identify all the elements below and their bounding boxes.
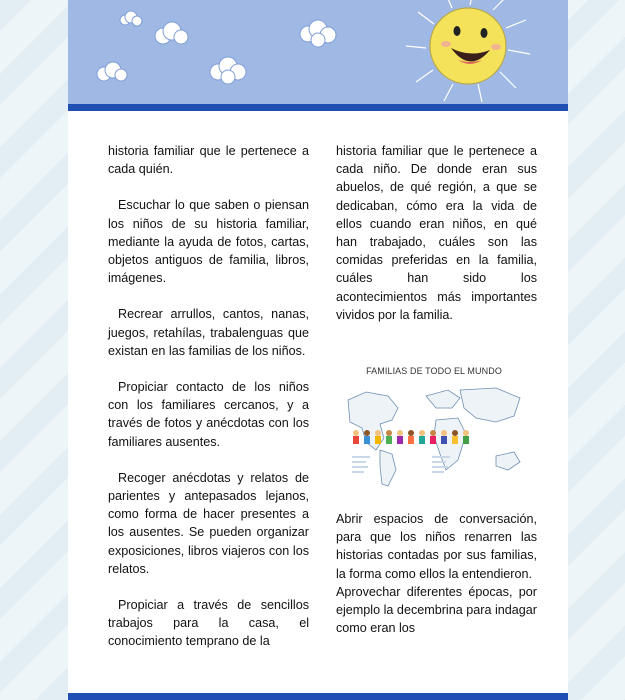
families-world-figure bbox=[336, 338, 532, 498]
world-map-illustration bbox=[336, 338, 532, 498]
cloud-group bbox=[97, 11, 336, 84]
figure-title: FAMILIAS DE TODO EL MUNDO bbox=[366, 366, 502, 377]
paragraph: historia familiar que le pertenece a cada quién. bbox=[108, 144, 309, 177]
paragraph: Abrir espacios de conversación, para que los niños renarren las historias contadas por sus familias, la forma como ellos la entendieron. bbox=[336, 512, 537, 581]
paragraph: Propiciar contacto de los niños con los familiares cercanos, y a través de fotos y anécdotas con los familiares ausentes. bbox=[108, 380, 309, 449]
paragraph: historia familiar que le pertenece a cada niño. De donde eran sus abuelos, de qué región, a que se dedicaban, cómo era la vida de ellos cuando eran niños, en qué han trabajado, cuáles son las comidas preferidas en la familia, cuáles han sido los acontecimientos más importantes vividos por la familia. bbox=[336, 144, 537, 322]
paragraph: Aprovechar diferentes épocas, por ejemplo la decembrina para indagar como eran los bbox=[336, 584, 537, 636]
right-column bbox=[336, 142, 537, 637]
sun-icon bbox=[430, 8, 506, 84]
cloud-icon bbox=[155, 22, 188, 44]
sky-illustration bbox=[68, 0, 568, 104]
footer-divider bbox=[68, 693, 568, 700]
left-column bbox=[108, 142, 309, 651]
cloud-icon bbox=[300, 20, 336, 47]
cloud-icon bbox=[210, 57, 246, 84]
paragraph: Recrear arrullos, cantos, nanas, juegos, retahílas, trabalenguas que existan en las familias de los niños. bbox=[108, 307, 309, 358]
paragraph: Recoger anécdotas y relatos de parientes y antepasados lejanos, como forma de hacer presentes a los ausentes. Se pueden organizar exposiciones, libros viajeros con los relatos. bbox=[108, 470, 309, 576]
cloud-icon bbox=[120, 11, 142, 26]
paragraph: Escuchar lo que saben o piensan los niños de su historia familiar, mediante la ayuda de fotos, cartas, objetos antiguos de familia, libros, imágenes. bbox=[108, 198, 309, 286]
page bbox=[68, 0, 568, 700]
header-divider bbox=[68, 104, 568, 111]
cloud-icon bbox=[97, 62, 127, 81]
header-banner bbox=[68, 0, 568, 104]
paragraph: Propiciar a través de sencillos trabajos para la casa, el conocimiento temprano de la bbox=[108, 598, 309, 649]
